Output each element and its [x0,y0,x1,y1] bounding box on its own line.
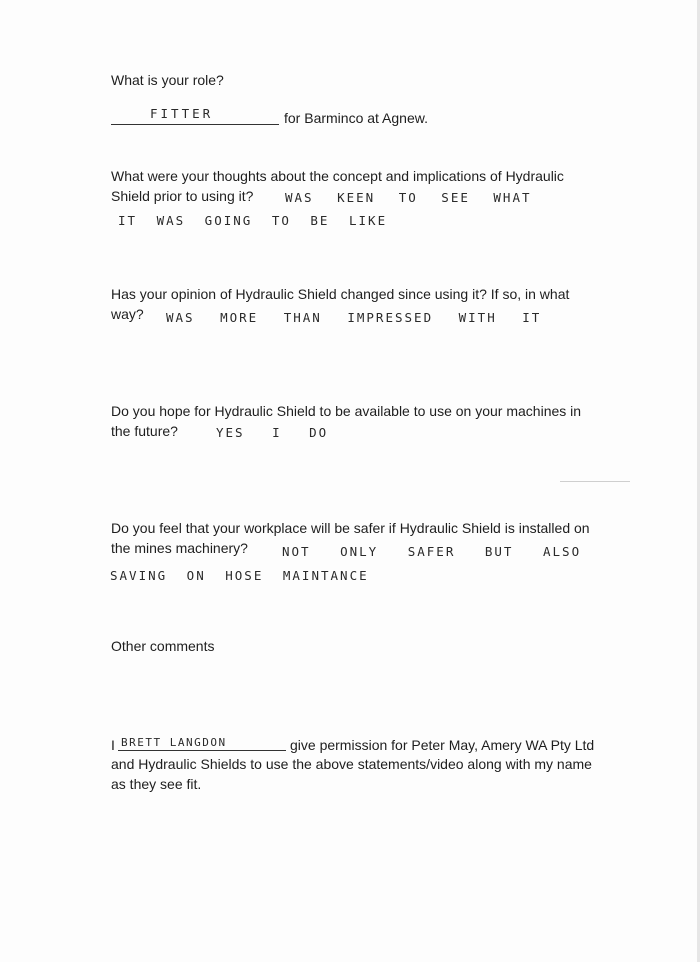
permission-line2: and Hydraulic Shields to use the above statements/video along with my name [111,756,592,772]
permission-line3: as they see fit. [111,776,202,792]
role-suffix: for Barminco at Agnew. [284,110,428,126]
question-future-line2: the future? [111,423,178,439]
question-safer-line1: Do you feel that your workplace will be safer if Hydraulic Shield is installed on [111,520,590,536]
question-role: What is your role? [111,72,224,88]
answer-safer-line2: SAVING ON HOSE MAINTANCE [110,568,369,583]
permission-prefix: I [111,737,115,753]
question-safer-line2: the mines machinery? [111,540,248,556]
other-comments-label: Other comments [111,638,215,654]
question-thoughts-line1: What were your thoughts about the concept and implications of Hydraulic [111,168,564,184]
question-opinion-line1: Has your opinion of Hydraulic Shield changed since using it? If so, in what [111,286,570,302]
role-underline [111,124,279,125]
answer-role: FITTER [150,106,214,121]
permission-line1: give permission for Peter May, Amery WA Pty Ltd [290,737,595,753]
permission-name: BRETT LANGDON [121,736,227,749]
answer-thoughts-line1: WAS KEEN TO SEE WHAT [285,190,532,205]
question-future-line1: Do you hope for Hydraulic Shield to be available to use on your machines in [111,403,582,419]
answer-opinion: WAS MORE THAN IMPRESSED WITH IT [166,310,542,325]
question-thoughts-line2: Shield prior to using it? [111,188,254,204]
question-opinion-line2: way? [111,306,144,322]
answer-future: YES I DO [216,425,329,440]
name-underline [118,750,286,751]
answer-thoughts-line2: IT WAS GOING TO BE LIKE [118,213,388,228]
answer-safer-line1: NOT ONLY SAFER BUT ALSO [282,544,582,559]
scan-smudge [560,481,630,482]
